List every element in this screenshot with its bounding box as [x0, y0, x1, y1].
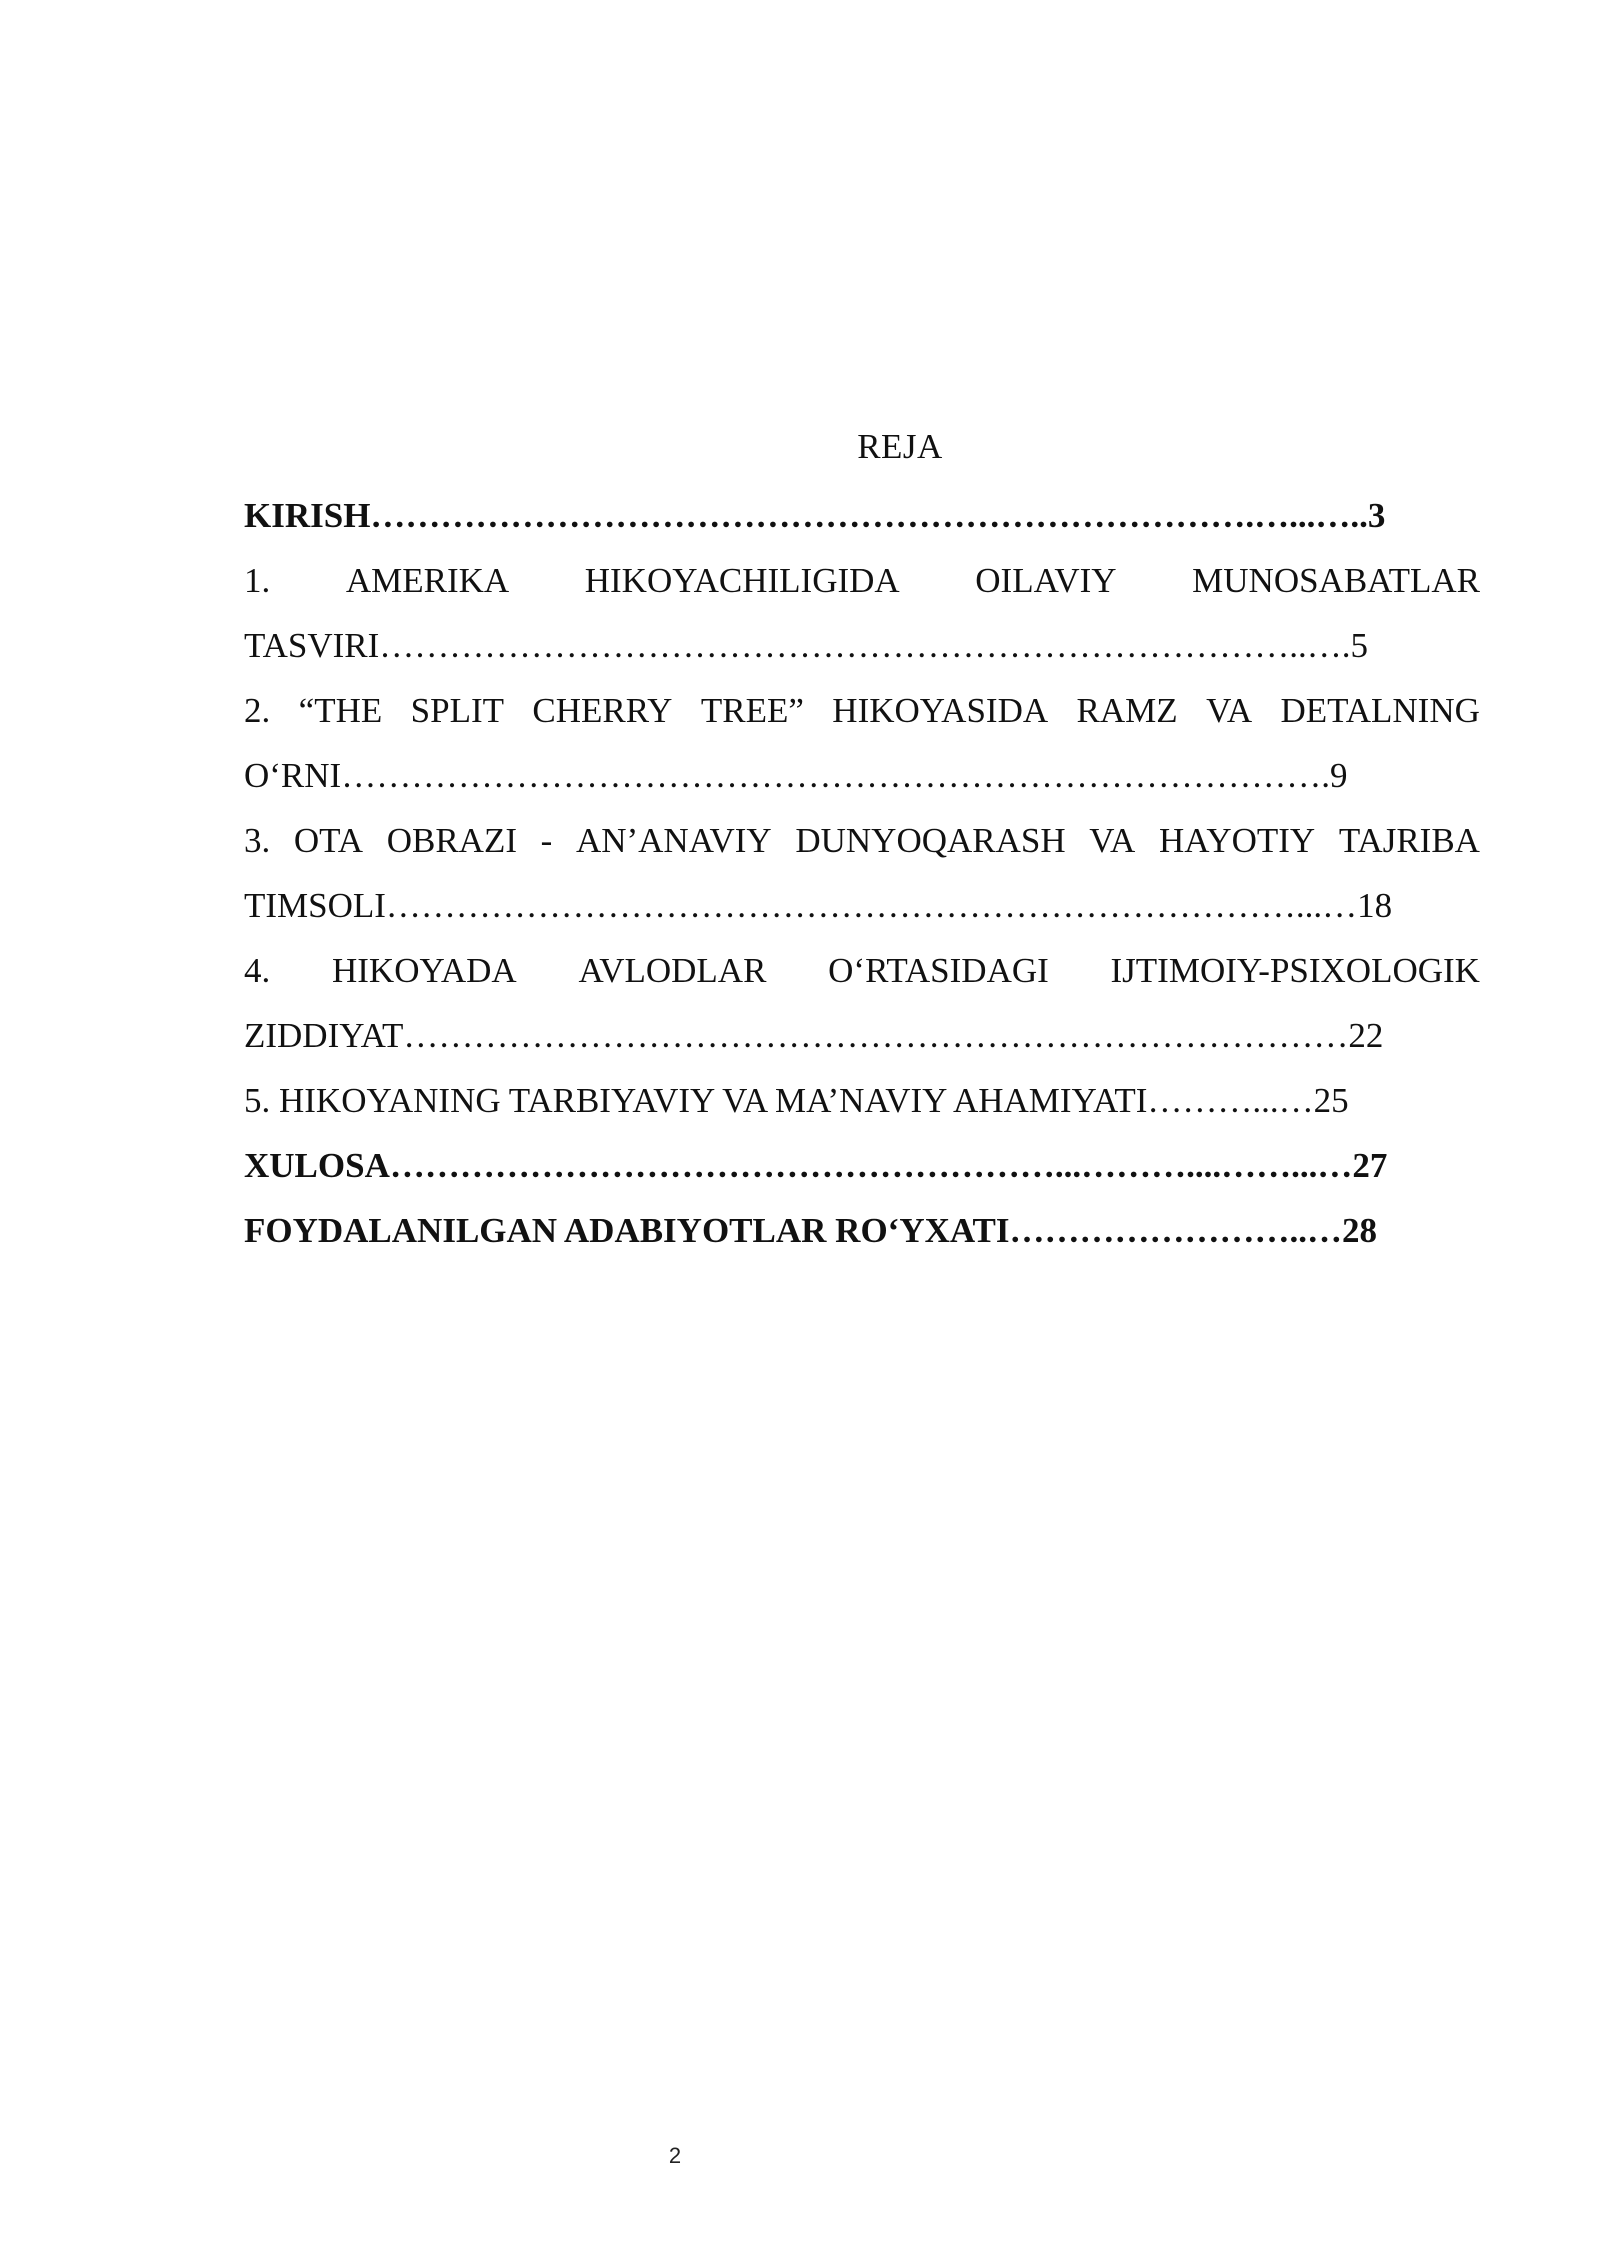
toc-entry-4-line-2: ZIDDIYAT………………………………………………………………………22: [244, 1016, 1384, 1055]
toc-word: OTA: [293, 821, 364, 860]
toc-word: AMERIKA: [345, 561, 510, 600]
toc-entry-1-line-1: [244, 555, 1480, 620]
toc-word: IJTIMOIY-PSIXOLOGIK: [1110, 951, 1480, 990]
toc-word: HIKOYASIDA: [832, 691, 1049, 730]
toc-word: HIKOYADA: [331, 951, 517, 990]
toc-word: AVLODLAR: [578, 951, 767, 990]
toc-word: 2.: [244, 691, 271, 730]
toc-entry-3-line-2: TIMSOLI……………………………………………………………………...…18: [244, 886, 1393, 925]
toc-word: HIKOYACHILIGIDA: [584, 561, 900, 600]
toc-entry-bibliography: FOYDALANILGAN ADABIYOTLAR RO‘YXATI……………………..…28: [244, 1211, 1378, 1250]
toc-word: 1.: [244, 561, 271, 600]
toc-word: VA: [1089, 821, 1136, 860]
toc-word: CHERRY: [532, 691, 673, 730]
document-title: REJA: [857, 427, 943, 466]
toc-word: AN’ANAVIY: [575, 821, 772, 860]
toc-word: RAMZ: [1076, 691, 1178, 730]
toc-entry-2-line-1: [244, 685, 1480, 750]
toc-word: 4.: [244, 951, 271, 990]
toc-word: DETALNING: [1280, 691, 1480, 730]
toc-entry-1-line-2: TASVIRI……………………………………………………………………..….5: [244, 626, 1368, 665]
toc-word: DUNYOQARASH: [795, 821, 1066, 860]
toc-word: OBRAZI: [386, 821, 517, 860]
toc-word: -: [540, 821, 553, 860]
toc-word: 3.: [244, 821, 271, 860]
toc-word: TAJRIBA: [1338, 821, 1480, 860]
toc-word: O‘RTASIDAGI: [828, 951, 1049, 990]
toc-word: VA: [1206, 691, 1253, 730]
toc-entry-5: 5. HIKOYANING TARBIYAVIY VA MA’NAVIY AHAMIYATI………...…25: [244, 1081, 1349, 1120]
toc-entry-kirish: KIRISH………………………………………………………………….…...…..3: [244, 496, 1386, 535]
toc-entry-4-line-1: [244, 945, 1480, 1010]
toc-word: “THE: [298, 691, 383, 730]
toc-word: OILAVIY: [975, 561, 1117, 600]
toc-entry-2-line-2: O‘RNI………………………………………………………………………….9: [244, 756, 1348, 795]
toc-word: HAYOTIY: [1159, 821, 1316, 860]
toc-entry-xulosa: XULOSA…………………………………………………...………....……...…27: [244, 1146, 1388, 1185]
toc-word: SPLIT: [410, 691, 504, 730]
toc-word: TREE”: [700, 691, 804, 730]
toc-entry-3-line-1: [244, 815, 1480, 880]
toc-word: MUNOSABATLAR: [1192, 561, 1480, 600]
table-of-contents: [244, 490, 1480, 1270]
page-number: 2: [668, 2143, 682, 2168]
